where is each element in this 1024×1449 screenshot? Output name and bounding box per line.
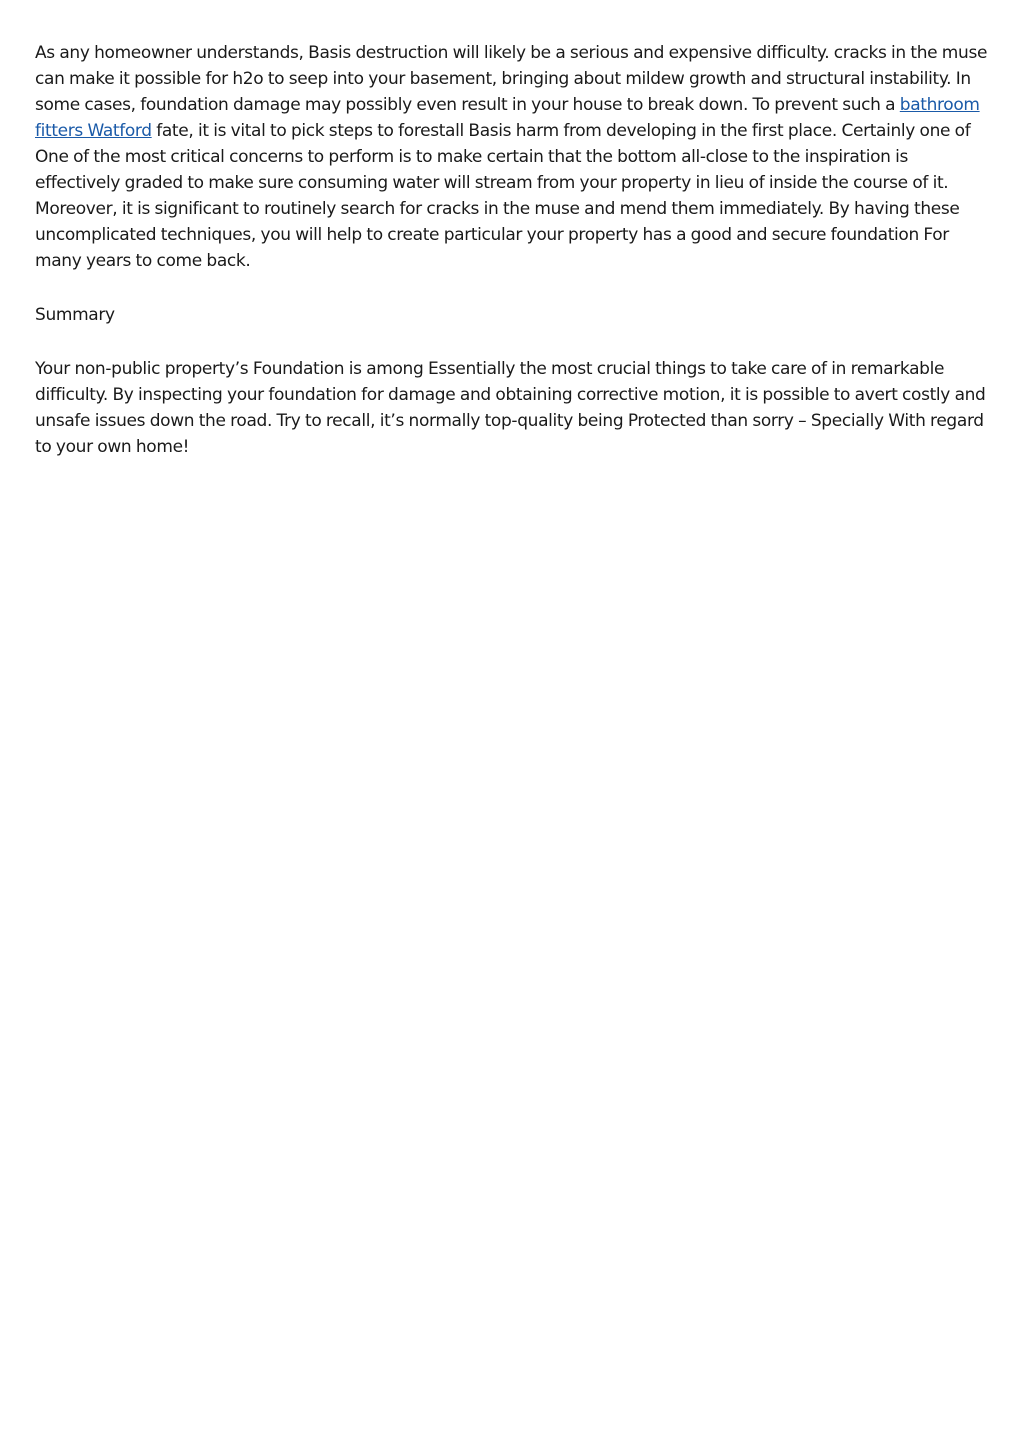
bathroom-fitters-link[interactable]: bathroom fitters Watford: [35, 95, 980, 141]
intro-text-after-link: fate, it is vital to pick steps to forestall Basis harm from developing in the first place. Certainly one of One of the most critical concerns to perform is to make certain that the bottom all-close to the inspiration is effectively graded to make sure consuming water will stream from your property in lieu of inside the course of it. Moreover, it is significant to routinely search for cracks in the muse and mend them immediately. By having these uncomplicated techniques, you will help to create particular your property has a good and secure foundation For many years to come back.: [35, 121, 971, 271]
summary-paragraph: Your non-public property’s Foundation is among Essentially the most crucial things to take care of in remarkable difficulty. By inspecting your foundation for damage and obtaining corrective motion, it is possible to avert costly and unsafe issues down the road. Try to recall, it’s normally top-quality being Protected than sorry – Specially With regard to your own home!: [35, 359, 986, 457]
intro-paragraph: [35, 40, 995, 274]
intro-text-before-link: As any homeowner understands, Basis destruction will likely be a serious and expensive difficulty. cracks in the muse can make it possible for h2o to seep into your basement, bringing about mildew growth and structural instability. In some cases, foundation damage may possibly even result in your house to break down. To prevent such a: [35, 43, 988, 115]
summary-heading: Summary: [35, 305, 115, 325]
document-page: [35, 40, 995, 488]
